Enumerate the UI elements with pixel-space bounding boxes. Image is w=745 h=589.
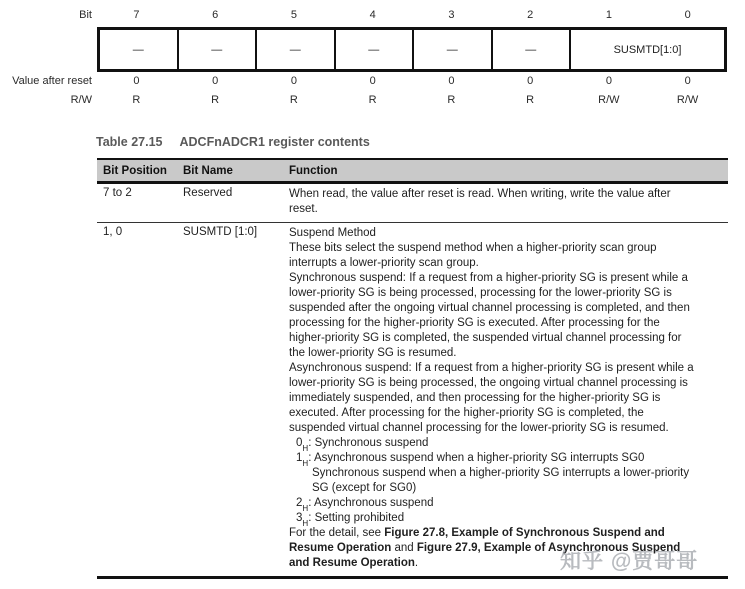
rw-value: R [368,94,377,106]
text-span: Resume Operation [289,542,392,554]
text-span: suspended virtual channel processing for the lower-priority SG is resumed. [289,422,669,434]
function-line [289,376,726,391]
register-field-cell: — [412,30,491,69]
value-after-reset-row [0,75,728,88]
function-line [289,202,726,217]
rw-row [0,94,728,107]
text-span: Figure 27.9, Example of Asynchronous Suspend [416,542,681,554]
register-box-row [0,27,728,72]
text-span: SG (except for SG0) [312,482,417,494]
hex-subscript: H [302,459,309,469]
bit-number: 1 [605,9,612,21]
rw-value: R [447,94,456,106]
watermark: 知乎 @贾哥哥 [560,550,699,573]
table-body [97,184,728,576]
text-span: lower-priority SG is being processed, processing for the lower-priority SG is [289,287,672,299]
reset-values [97,75,727,88]
bit-number: 0 [684,9,691,21]
function-line [289,481,726,496]
column-header-bit-name: Bit Name [183,164,233,177]
bit-number: 3 [448,9,455,21]
text-span: : Synchronous suspend [308,437,429,449]
table-title: ADCFnADCR1 register contents [179,135,370,149]
reset-value: 0 [448,75,455,87]
reset-value: 0 [369,75,376,87]
rw-value: R [132,94,141,106]
function-line [289,316,726,331]
rw-value: R [211,94,220,106]
hex-subscript: H [302,519,309,529]
bit-number: 2 [527,9,534,21]
rw-values [97,94,727,107]
text-span: : Asynchronous suspend [308,497,434,509]
hex-subscript: H [302,444,309,454]
cell-bit-name: Reserved [183,187,233,199]
text-span: reset. [289,203,318,215]
cell-bit-position: 1, 0 [103,226,123,238]
function-line [289,421,726,436]
register-field-cell: — [491,30,570,69]
text-span: lower-priority SG is being processed, the ongoing virtual channel processing is [289,377,688,389]
register-field-cell: SUSMTD[1:0] [569,30,724,69]
text-span: the lower-priority SG is resumed. [289,347,457,359]
text-span: : Setting prohibited [308,512,405,524]
text-span: When read, the value after reset is read. When writing, write the value after [289,188,671,200]
function-line [289,226,726,241]
function-line [289,436,726,454]
function-line [289,451,726,469]
hex-subscript: H [302,504,309,514]
reset-value: 0 [133,75,140,87]
column-header-function: Function [289,164,338,177]
bit-number: 5 [290,9,297,21]
text-span: suspended after the ongoing virtual channel processing is completed, and then [289,302,690,314]
register-contents-table [97,158,728,579]
reset-value: 0 [290,75,297,87]
rw-value: R [526,94,535,106]
reset-value: 0 [684,75,691,87]
bit-number: 7 [133,9,140,21]
table-header-row [97,160,728,184]
register-field-cell: — [255,30,334,69]
register-field-cell: — [177,30,256,69]
function-line [289,466,726,481]
cell-bit-name: SUSMTD [1:0] [183,226,258,238]
text-span: interrupts a lower-priority scan group. [289,257,479,269]
text-span: and Resume Operation [289,557,415,569]
text-span: 0 [296,437,303,449]
function-line [289,256,726,271]
function-line [289,271,726,286]
register-field-cell: — [334,30,413,69]
register-box-spacer [0,27,97,72]
text-span: processing for the higher-priority SG is executed. After processing for the [289,317,660,329]
cell-function [289,226,728,571]
function-line [289,301,726,316]
function-line [289,511,726,529]
table-row [97,184,728,222]
bit-number: 6 [212,9,219,21]
register-field-cell: — [132,43,144,56]
function-line [289,241,726,256]
text-span: Suspend Method [289,227,376,239]
bit-numbers-row [0,7,728,21]
text-span: immediately suspended, and then processing for the higher-priority SG is [289,392,661,404]
function-line [289,526,726,541]
text-span: 1 [296,452,303,464]
reset-value: 0 [212,75,219,87]
text-span: . [414,557,419,569]
function-line [289,286,726,301]
bit-number: 4 [369,9,376,21]
rw-value: R [289,94,298,106]
text-span: 3 [296,512,303,524]
function-line [289,346,726,361]
text-span: Figure 27.8, Example of Synchronous Suspend and [384,527,665,539]
function-line [289,187,726,202]
rw-value: R/W [676,94,699,106]
rw-row-label: R/W [70,94,92,106]
text-span: For the detail, see [289,527,385,539]
function-line [289,406,726,421]
text-span: higher-priority SG is completed, the suspended virtual channel processing for [289,332,682,344]
reset-value: 0 [605,75,612,87]
cell-bit-position: 7 to 2 [103,187,132,199]
text-span: and [391,542,417,554]
text-span: Synchronous suspend when a higher-priority SG interrupts a lower-priority [312,467,690,479]
table-caption [96,135,370,149]
table-row [97,222,728,576]
text-span: 2 [296,497,303,509]
bit-numbers [97,9,727,21]
function-line [289,391,726,406]
text-span: These bits select the suspend method when a higher-priority scan group [289,242,657,254]
function-line [289,331,726,346]
function-line [289,361,726,376]
function-line [289,496,726,514]
text-span: Asynchronous suspend: If a request from a higher-priority SG is present while a [289,362,694,374]
table-number: Table 27.15 [96,135,163,149]
bit-row-label: Bit [79,9,92,21]
register-box [97,27,727,72]
column-header-bit-position: Bit Position [103,164,167,177]
text-span: : Asynchronous suspend when a higher-priority SG interrupts SG0 [308,452,645,464]
cell-function [289,187,728,217]
text-span: Synchronous suspend: If a request from a higher-priority SG is present while a [289,272,688,284]
text-span: executed. After processing for the higher-priority SG is completed, the [289,407,644,419]
reset-value: 0 [527,75,534,87]
rw-value: R/W [598,94,620,106]
value-after-reset-label: Value after reset [12,75,92,87]
